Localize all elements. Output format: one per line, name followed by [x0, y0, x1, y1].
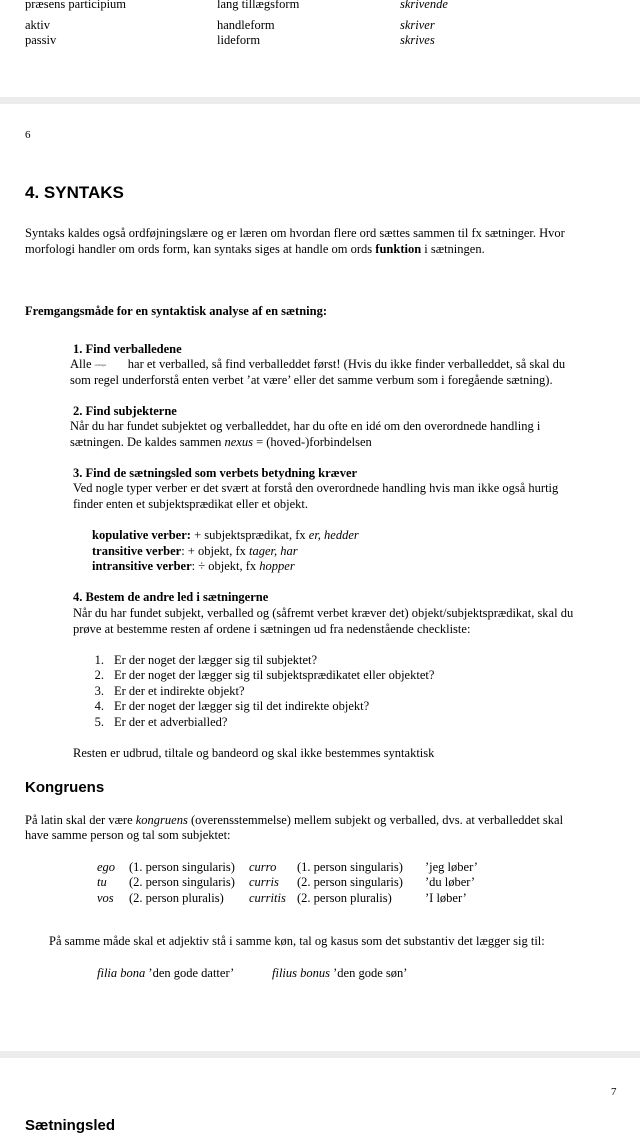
adjective-example: filia bona ’den gode datter’ [97, 966, 235, 980]
section-title: Kongruens [25, 779, 105, 796]
list-item-number: 5. [94, 715, 104, 729]
step-title: 1. Find verballedene [73, 342, 182, 356]
list-item-number: 4. [94, 699, 104, 713]
step-text-line: prøve at bestemme resten af ordene i sætningen ud fra nedenstående checkliste: [73, 622, 471, 636]
table-cell: (2. person pluralis) [129, 891, 224, 905]
step-text-line: Resten er udbrud, tiltale og bandeord og skal ikke bestemmes syntaktisk [73, 746, 435, 760]
table-cell: skrives [400, 33, 435, 47]
step-text-line: Ved nogle typer verber er det svært at forstå den overordnede handling hvis man ikke også hurtig [73, 481, 559, 495]
step-title: 4. Bestem de andre led i sætningerne [73, 590, 269, 604]
list-item: Er der noget der lægger sig til det indirekte objekt? [114, 699, 370, 713]
list-item: Er der noget der lægger sig til subjektsprædikatet eller objektet? [114, 668, 435, 682]
table-cell: curris [249, 875, 279, 889]
section-title: 4. SYNTAKS [25, 183, 124, 202]
table-cell: (1. person singularis) [129, 860, 235, 874]
step-text-line: som regel underforstå enten verbet ’at være’ eller det samme verbum som i foregående sætning). [70, 373, 553, 387]
kongruens-text-line: På latin skal der være kongruens (overensstemmelse) mellem subjekt og verballed, dvs. at verballeddet skal [25, 813, 564, 827]
verb-type-line: kopulative verber: + subjektsprædikat, fx er, hedder [92, 528, 359, 542]
table-cell: (1. person singularis) [297, 860, 403, 874]
table-cell: vos [97, 891, 114, 905]
table-cell: (2. person singularis) [129, 875, 235, 889]
table-cell: ego [97, 860, 116, 874]
list-item: Er der et adverbialled? [114, 715, 228, 729]
page-number: 6 [25, 129, 31, 141]
list-item: Er der noget der lægger sig til subjektet? [114, 653, 318, 667]
adjective-rule-text: På samme måde skal et adjektiv stå i samme køn, tal og kasus som det substantiv det lægger sig til: [49, 934, 545, 948]
step-text-line: sætningen. De kaldes sammen nexus = (hoved-)forbindelsen [70, 435, 372, 449]
table-cell: curro [249, 860, 277, 874]
intro-text-line: morfologi handler om ords form, kan syntaks siges at handle om ords funktion i sætningen. [25, 242, 485, 256]
table-cell: tu [97, 875, 107, 889]
step-text-line: finder enten et subjektsprædikat eller et objekt. [73, 497, 308, 511]
table-cell: skriver [400, 18, 435, 32]
table-cell: ’I løber’ [425, 891, 467, 905]
table-cell: præsens participium [25, 0, 127, 11]
table-cell: passiv [25, 33, 57, 47]
table-cell: handleform [217, 18, 275, 32]
table-cell: (2. person pluralis) [297, 891, 392, 905]
step-text-line: Alle sætninger har et verballed, så find verballeddet først! (Hvis du ikke finder verballeddet, så skal du [70, 357, 566, 371]
page-number: 7 [611, 1086, 617, 1098]
list-item-number: 2. [94, 668, 104, 682]
page-separator [0, 97, 640, 104]
verb-type-line: transitive verber: + objekt, fx tager, har [92, 544, 298, 558]
list-item: Er der et indirekte objekt? [114, 684, 245, 698]
step-text-line: Når du har fundet subjekt, verballed og (såfremt verbet kræver det) objekt/subjektsprædikat, skal du [73, 606, 574, 620]
step-title: 2. Find subjekterne [73, 404, 177, 418]
list-item-number: 1. [94, 653, 104, 667]
table-cell: aktiv [25, 18, 50, 32]
method-heading: Fremgangsmåde for en syntaktisk analyse af en sætning: [25, 304, 327, 318]
table-cell: curritis [249, 891, 286, 905]
intro-text-line: Syntaks kaldes også ordføjningslære og er læren om hvordan flere ord sættes sammen til fx sætninger. Hvor [25, 226, 565, 240]
page-separator [0, 1051, 640, 1058]
adjective-example: filius bonus ’den gode søn’ [272, 966, 408, 980]
table-cell: ’du løber’ [425, 875, 476, 889]
kongruens-text-line: have samme person og tal som subjektet: [25, 828, 231, 842]
step-text-line: Når du har fundet subjektet og verballeddet, har du ofte en idé om den overordnede handling i [70, 419, 541, 433]
table-cell: ’jeg løber’ [425, 860, 478, 874]
verb-type-line: intransitive verber: ÷ objekt, fx hopper [92, 559, 295, 573]
section-title: Sætningsled [25, 1117, 116, 1134]
table-cell: lideform [217, 33, 261, 47]
step-title: 3. Find de sætningsled som verbets betydning kræver [73, 466, 358, 480]
table-cell: skrivende [400, 0, 448, 11]
table-cell: (2. person singularis) [297, 875, 403, 889]
list-item-number: 3. [94, 684, 104, 698]
table-cell: lang tillægsform [217, 0, 300, 11]
